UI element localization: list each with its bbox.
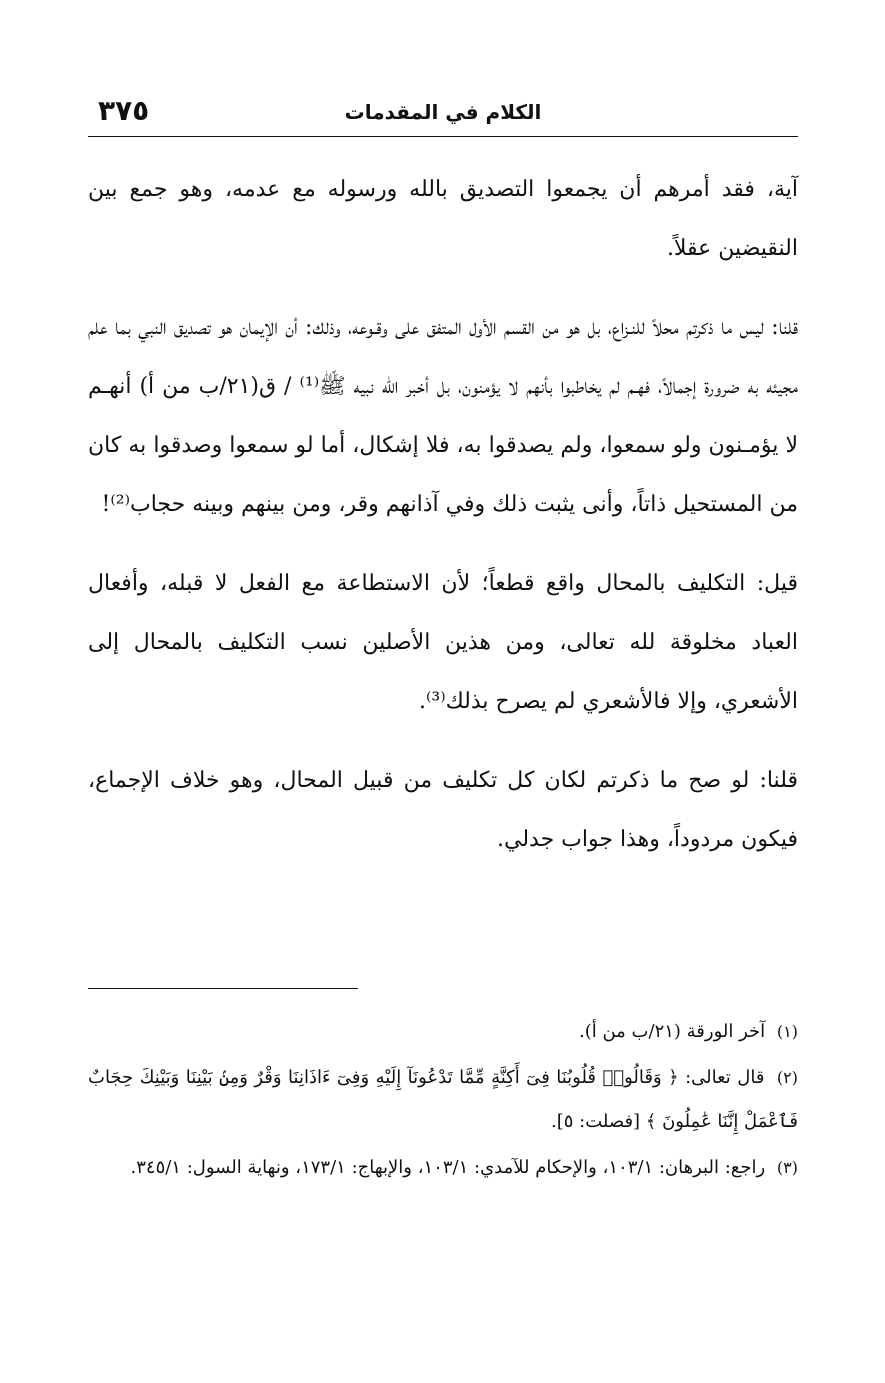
footnote-text: آخر الورقة (٢١/ب من أ). xyxy=(579,1021,766,1042)
footnote xyxy=(88,1146,798,1190)
footnote-marker: (٣) xyxy=(776,1158,798,1177)
footnotes xyxy=(88,1010,798,1192)
book-page xyxy=(88,0,798,1383)
paragraph: قلنا: لو صح ما ذكرتم لكان كل تكليف من قبيل المحال، وهو خلاف الإجماع، فيكون مردوداً، وهذا جواب جدلي. xyxy=(88,768,798,852)
header-divider xyxy=(88,136,798,137)
page-header xyxy=(88,92,798,142)
main-text xyxy=(88,160,798,889)
paragraph: قيل: التكليف بالمحال واقع قطعاً؛ لأن الاستطاعة مع الفعل لا قبله، وأفعال العباد مخلوقة لله تعالى، ومن هذين الأصلين نسب التكليف بالمحال إلى الأشعري، وإلا فالأشعري لم يصرح بذلك⁽³⁾. xyxy=(88,571,798,714)
page-number: ٣٧٥ xyxy=(98,94,150,127)
paragraph: قلنا: ليس ما ذكرتم محلاً للنـزاع، بل هو من القسم الأول المتفق على وقـوعه، وذلك: أن الإيمان هو تصديق النبي بما علم مجيئه به ضرورة إجمالاً، فهـم لم يخاطبوا بأنهم لا يؤمنون، بل أخبر الله نبيه ﷺ⁽¹⁾ / ق(٢١/ب من أ) أنهـم لا يؤمـنون ولو سمعوا، ولم يصدقوا به، فلا إشكال، أما لو سمعوا وصدقوا به كان من المستحيل ذاتاً، وأنى يثبت ذلك وفي آذانهم وقر، ومن بينهم وبينه حجاب⁽²⁾! xyxy=(88,315,798,517)
footnote-text: راجع: البرهان: ١٠٣/١، والإحكام للآمدي: ١٠٣/١، والإبهاج: ١٧٣/١، ونهاية السول: ٣٤٥/١. xyxy=(130,1157,766,1178)
footnote xyxy=(88,1010,798,1054)
footnote xyxy=(88,1056,798,1144)
running-title: الكلام في المقدمات xyxy=(344,100,542,124)
footnote-marker: (١) xyxy=(776,1022,798,1041)
paragraph: آية، فقد أمرهم أن يجمعوا التصديق بالله ورسوله مع عدمه، وهو جمع بين النقيضين عقلاً. xyxy=(88,177,798,261)
footnote-marker: (٢) xyxy=(776,1068,798,1087)
footnote-text: قال تعالى: ﴿ وَقَالُوا۟ قُلُوبُنَا فِىٓ أَكِنَّةٍ مِّمَّا تَدْعُونَآ إِلَيْهِ وَفِىٓ ءَاذَانِنَا وَقْرٌ وَمِنۢ بَيْنِنَا وَبَيْنِكَ حِجَابٌ فَٱعْمَلْ إِنَّنَا عَٰمِلُونَ ﴾ [فصلت: ٥]. xyxy=(88,1067,798,1132)
footnote-divider xyxy=(88,988,358,989)
